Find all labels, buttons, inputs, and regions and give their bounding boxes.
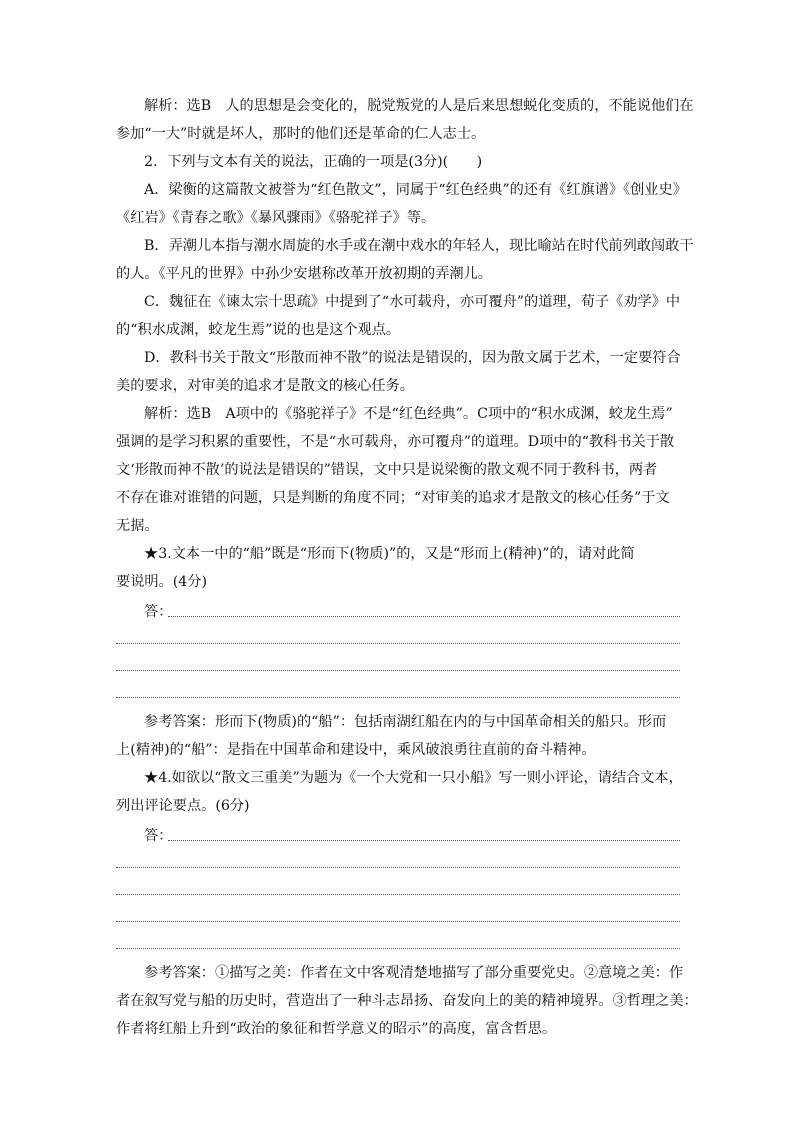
text-line: 强调的是学习积累的重要性，不是“水可载舟，亦可覆舟”的道理。D项中的“教科书关于散 [116,434,675,450]
text-line: 参加“一大”时就是坏人，那时的他们还是革命的仁人志士。 [116,126,486,142]
analysis-q2 [116,400,680,540]
question-4-stem [116,764,683,820]
text-line: D．教科书关于散文“形散而神不散”的说法是错误的，因为散文属于艺术，一定要符合 [144,350,681,366]
text-line: 无据。 [116,518,159,534]
text-line: 的人。《平凡的世界》中孙少安堪称改革开放初期的弄潮儿。 [116,266,492,282]
text-line: 2．下列与文本有关的说法，正确的一项是(3分)( ) [144,154,483,170]
text-line: C．魏征在《谏太宗十思疏》中提到了“水可载舟，亦可覆舟”的道理，荀子《劝学》中 [144,294,681,310]
option-b [116,232,694,288]
answer-line[interactable] [116,820,680,847]
dotted-line [116,696,680,698]
text-line: 美的要求，对审美的追求才是散文的核心任务。 [116,378,414,394]
dotted-line [116,947,680,949]
dotted-line [116,920,680,922]
option-a [116,176,687,232]
answer-line[interactable] [116,874,680,901]
reference-answer-q3 [116,708,680,764]
text-line: A．梁衡的这篇散文被誉为“红色散文”，同属于“红色经典”的还有《红旗谱》《创业史》 [144,182,687,198]
dotted-line [116,669,680,671]
text-line: 不存在谁对谁错的问题，只是判断的角度不同；“对审美的追求才是散文的核心任务”于文 [116,490,670,506]
answer-line[interactable] [116,928,680,955]
reference-answer-q4 [116,959,698,1043]
text-line: 上(精神)的“船”：是指在中国革命和建设中，乘风破浪勇往直前的奋斗精神。 [116,742,596,758]
question-2-stem [116,148,680,176]
text-line: 作者将红船上升到“政治的象征和哲学意义的昭示”的高度，富含哲思。 [116,1021,557,1037]
answer-line[interactable] [116,677,680,704]
text-line: 要说明。(4分) [116,574,208,590]
question-3-stem [116,540,680,596]
text-line: 解析：选B A项中的《骆驼祥子》不是“红色经典”。C项中的“积水成渊，蛟龙生焉” [144,406,673,422]
text-line: 者在叙写党与船的历史时，营造出了一种斗志昂扬、奋发向上的美的精神境界。③哲理之美： [116,993,698,1009]
option-c [116,288,680,344]
option-d [116,344,680,400]
text-line: ★4.如欲以“散文三重美”为题为《一个大党和一只小船》写一则小评论，请结合文本， [144,770,683,786]
answer-label: 答： [144,604,173,620]
answer-line[interactable] [116,596,680,623]
text-line: B．弄潮儿本指与潮水周旋的水手或在潮中戏水的年轻人，现比喻站在时代前列敢闯敢干 [144,238,694,254]
text-line: 参考答案：形而下(物质)的“船”：包括南湖红船在内的与中国革命相关的船只。形而 [144,714,667,730]
dotted-line [168,839,680,841]
dotted-line [116,893,680,895]
text-line: 解析：选B 人的思想是会变化的，脱党叛党的人是后来思想蜕化变质的，不能说他们在 [144,98,694,114]
answer-line[interactable] [116,650,680,677]
text-line: 参考答案：①描写之美：作者在文中客观清楚地描写了部分重要党史。②意境之美：作 [144,965,684,981]
dotted-line [116,642,680,644]
answer-line[interactable] [116,901,680,928]
dotted-line [116,866,680,868]
answer-area-q4[interactable] [116,820,680,955]
dotted-line [168,615,680,617]
answer-label: 答： [144,828,173,844]
answer-line[interactable] [116,847,680,874]
document-page [116,92,698,1043]
analysis-q1 [116,92,694,148]
text-line: 《红岩》《青春之歌》《暴风骤雨》《骆驼祥子》等。 [116,210,436,226]
text-line: ★3.文本一中的“船”既是“形而下(物质)”的，又是“形而上(精神)”的，请对此简 [144,546,635,562]
text-line: 文‘形散而神不散’的说法是错误的”错误，文中只是说梁衡的散文观不同于教科书，两者 [116,462,658,478]
text-line: 列出评论要点。(6分) [116,798,250,814]
text-line: 的“积水成渊，蛟龙生焉”说的也是这个观点。 [116,322,401,338]
answer-area-q3[interactable] [116,596,680,704]
answer-line[interactable] [116,623,680,650]
